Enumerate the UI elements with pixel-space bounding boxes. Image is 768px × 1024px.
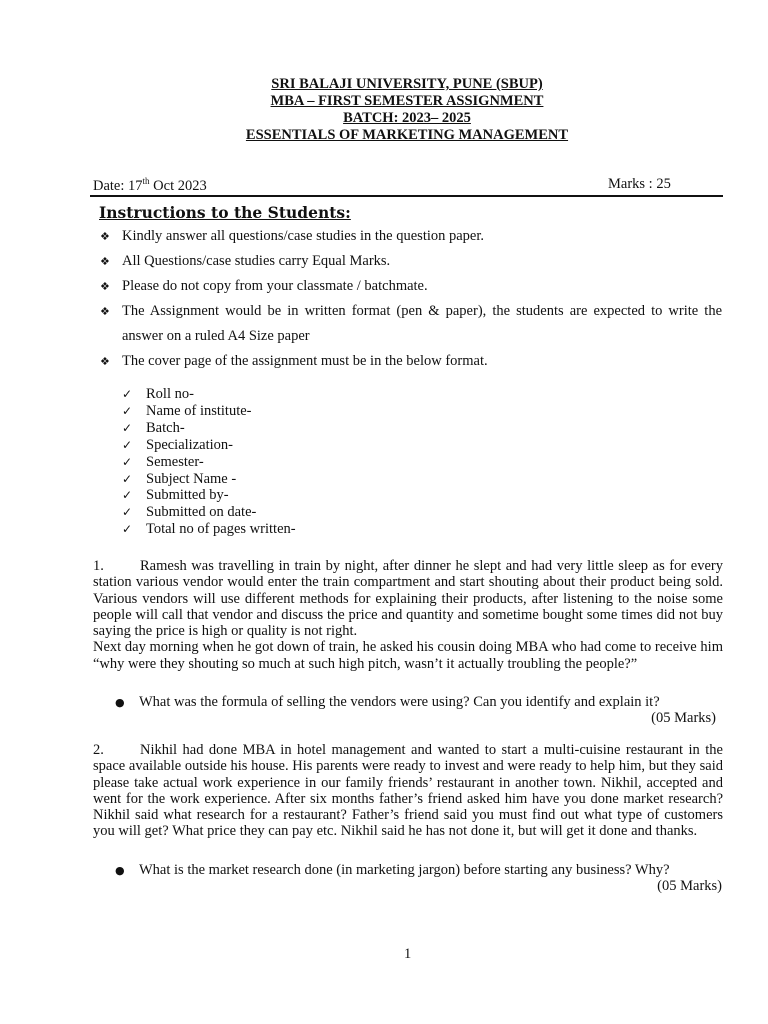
instructions-title: Instructions to the Students: <box>99 203 351 222</box>
cover-field: ✓ Subject Name - <box>122 470 237 487</box>
cover-fields-list <box>122 386 296 538</box>
cover-field: ✓ Total no of pages written- <box>122 521 296 538</box>
cover-field: ✓ Submitted by- <box>122 487 229 504</box>
subject-title: ESSENTIALS OF MARKETING MANAGEMENT <box>245 127 569 143</box>
question-1-case <box>93 558 723 672</box>
cover-field: ✓ Submitted on date- <box>122 504 257 521</box>
instruction-item: ❖ Kindly answer all questions/case studies in the question paper. <box>100 224 722 249</box>
question-1-marks: (05 Marks) <box>651 710 716 726</box>
header-rule <box>90 195 723 197</box>
document-header <box>0 76 768 144</box>
checkmark-icon: ✓ <box>122 454 133 469</box>
program-title: MBA – FIRST SEMESTER ASSIGNMENT <box>270 93 544 109</box>
university-name: SRI BALAJI UNIVERSITY, PUNE (SBUP) <box>271 76 543 92</box>
bullet-icon: ● <box>115 696 125 709</box>
checkmark-icon: ✓ <box>122 471 133 486</box>
date-prefix: Date: 17 <box>93 177 143 194</box>
diamond-bullet-icon: ❖ <box>100 230 110 243</box>
case-text: Ramesh was travelling in train by night, after dinner he slept and had very little sleep as for every station various vendor would enter the train compartment and start shouting about their product being sold. Various vendors will use different methods for explaining their products, after listening to the noise some people will call that vendor and discuss the price and quantity and sometime bought some times did not buy saying the price is high or quality is not right. <box>93 558 723 640</box>
cover-field: ✓ Name of institute- <box>122 402 252 419</box>
checkmark-icon: ✓ <box>122 488 133 503</box>
bullet-icon: ● <box>115 864 125 877</box>
case-text-continued: Next day morning when he got down of train, he asked his cousin doing MBA who had come to receive him “why were they shouting so much at such high pitch, wasn’t it actually troubling the people?” <box>93 639 723 672</box>
cover-field: ✓ Batch- <box>122 419 185 436</box>
diamond-bullet-icon: ❖ <box>100 305 110 318</box>
diamond-bullet-icon: ❖ <box>100 355 110 368</box>
diamond-bullet-icon: ❖ <box>100 255 110 268</box>
diamond-bullet-icon: ❖ <box>100 280 110 293</box>
instruction-item: ❖ The cover page of the assignment must be in the below format. <box>100 349 722 374</box>
question-1-prompt: ● What was the formula of selling the vendors were using? Can you identify and explain it? <box>115 694 660 710</box>
cover-field: ✓ Specialization- <box>122 436 233 453</box>
date-line <box>93 176 207 195</box>
case-text: Nikhil had done MBA in hotel management and wanted to start a multi-cuisine restaurant in the space available outside his house. His parents were ready to invest and were ready to help him, but they said please take actual work experience in our family friends’ restaurant in another town. Nikhil, accepted and went for the work experience. After six months father’s friend asked him have you done market research? Nikhil said what research for a restaurant? Father’s friend said you must find out what type of customers you will get? What price they can pay etc. Nikhil said he has not done it, but will get it done and thanks. <box>93 742 723 840</box>
question-number: 1. <box>93 558 104 574</box>
checkmark-icon: ✓ <box>122 505 133 520</box>
question-2-prompt: ● What is the market research done (in marketing jargon) before starting any business? Why? <box>115 862 670 878</box>
question-number: 2. <box>93 742 104 758</box>
question-2-marks: (05 Marks) <box>657 878 722 894</box>
checkmark-icon: ✓ <box>122 420 133 435</box>
checkmark-icon: ✓ <box>122 387 133 401</box>
checkmark-icon: ✓ <box>122 437 133 452</box>
checkmark-icon: ✓ <box>122 522 133 537</box>
cover-field: ✓ Semester- <box>122 453 204 470</box>
date-superscript: th <box>142 176 150 186</box>
batch-line: BATCH: 2023– 2025 <box>343 110 471 126</box>
instruction-item: ❖ The Assignment would be in written format (pen & paper), the students are expected to write the answer on a ruled A4 Size paper <box>100 299 722 349</box>
cover-field: ✓ Roll no- <box>122 386 194 402</box>
checkmark-icon: ✓ <box>122 403 133 418</box>
question-2-case <box>93 742 723 840</box>
total-marks: Marks : 25 <box>608 176 671 192</box>
page-number: 1 <box>404 946 412 962</box>
instruction-item: ❖ Please do not copy from your classmate / batchmate. <box>100 274 722 299</box>
instruction-item: ❖ All Questions/case studies carry Equal Marks. <box>100 249 722 274</box>
date-suffix: Oct 2023 <box>149 177 207 194</box>
